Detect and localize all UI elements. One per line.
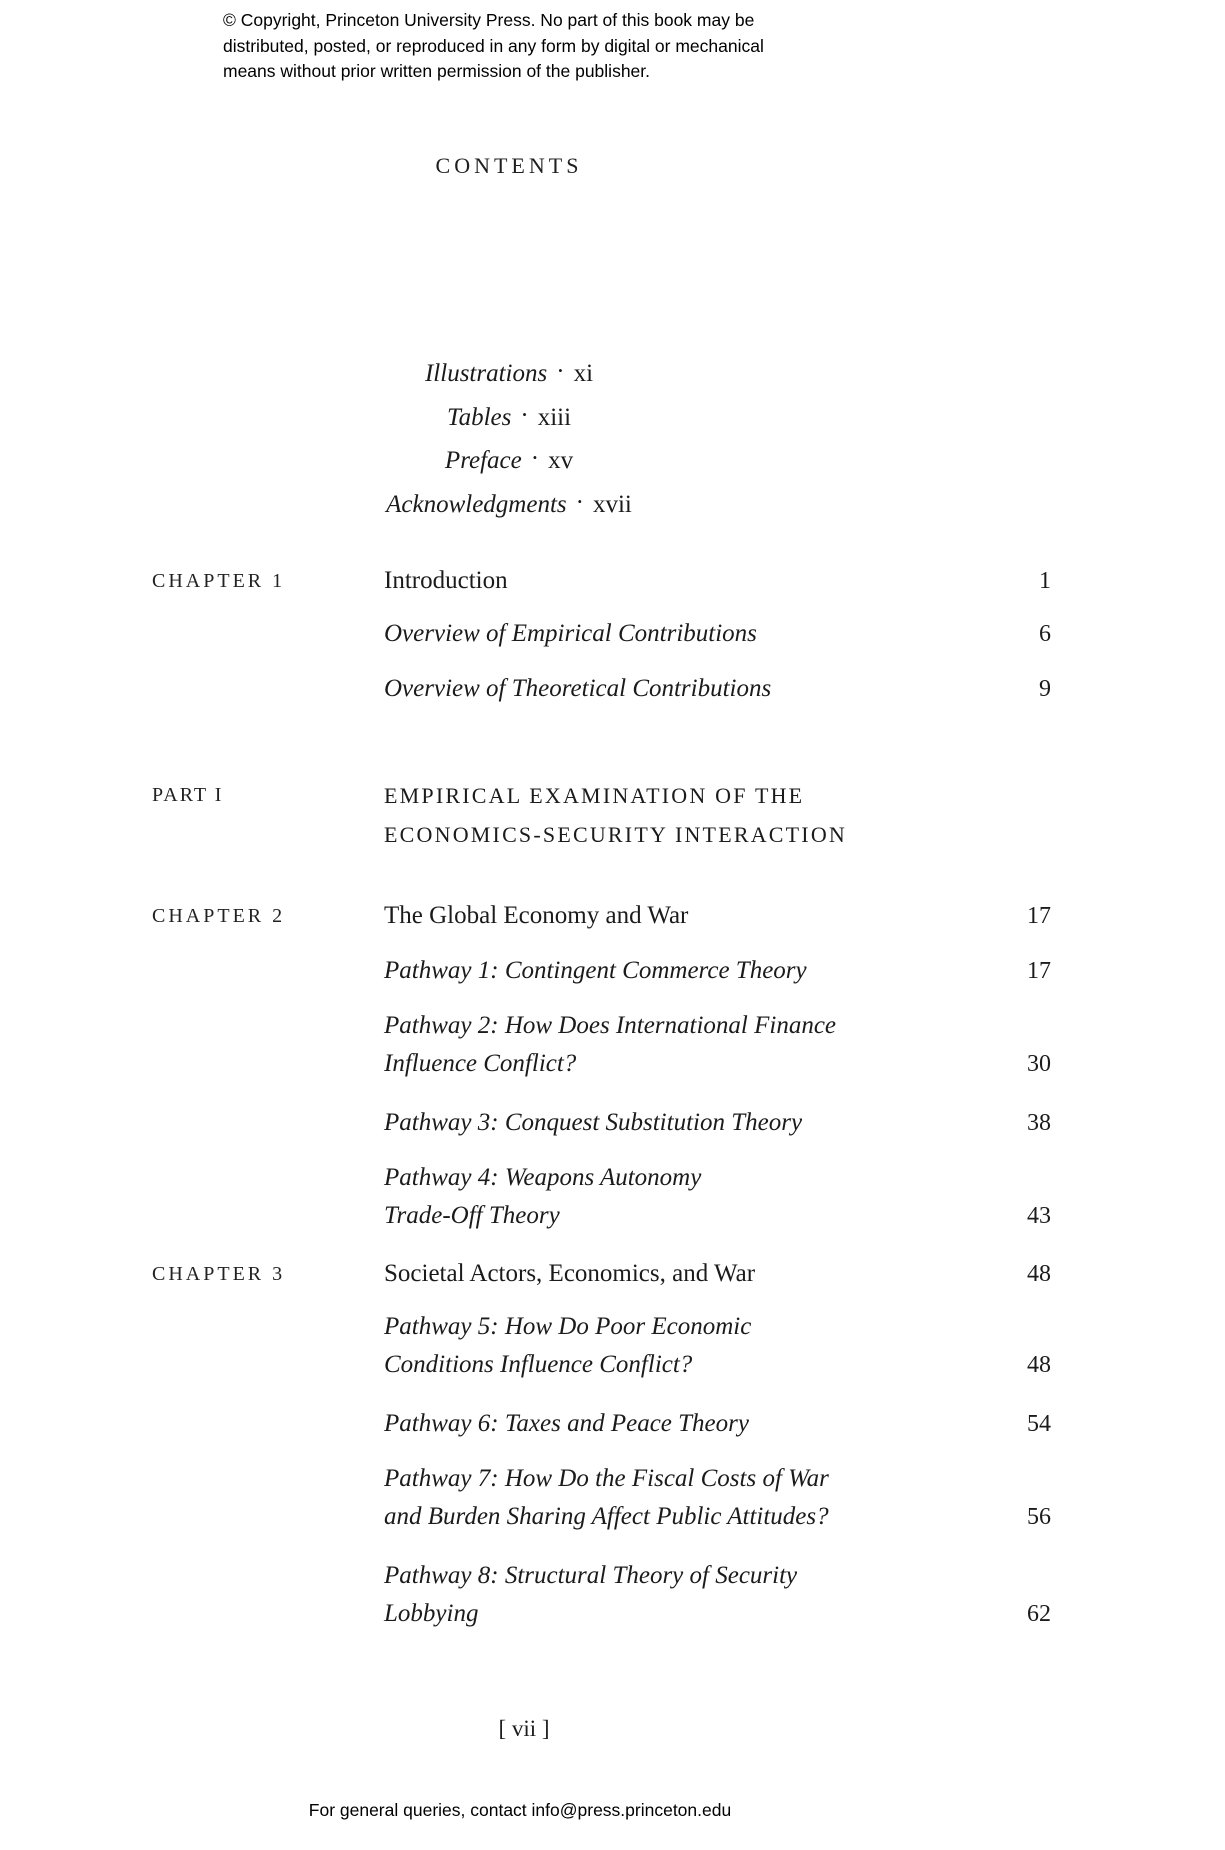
toc-row-section [152,615,1051,653]
toc-row-section [152,1557,1051,1633]
page-number: 17 [1027,903,1051,929]
section-title: Pathway 3: Conquest Substitution Theory [384,1109,803,1136]
front-matter-page: xv [548,447,574,474]
copyright-notice [223,8,883,85]
page-number: 62 [1027,1601,1051,1627]
front-matter-label: Tables [446,403,512,431]
toc-row-section [152,1405,1051,1443]
page-number: 30 [1027,1051,1051,1077]
toc-row-chapter-3 [152,1255,1051,1293]
chapter-label: CHAPTER 2 [152,905,286,927]
front-matter-item [0,352,1018,396]
page-number: 48 [1027,1352,1051,1378]
page-number: 43 [1027,1203,1051,1229]
front-matter-label: Acknowledgments [386,490,567,518]
copyright-line: © Copyright, Princeton University Press. No part of this book may be [223,10,755,30]
page-number: 9 [1039,676,1051,702]
front-matter-label: Preface [444,447,522,474]
chapter-title: Societal Actors, Economics, and War [384,1260,756,1287]
part-title: EMPIRICAL EXAMINATION OF THE ECONOMICS-SECURITY INTERACTION [384,783,848,847]
front-matter-page: xiii [537,403,572,431]
toc-row-chapter-1 [152,562,1051,600]
page-number: 1 [1039,568,1051,594]
section-title: Pathway 1: Contingent Commerce Theory [384,957,807,984]
page-number: 38 [1027,1110,1051,1136]
toc-row-section [152,1460,1051,1536]
copyright-line: distributed, posted, or reproduced in any form by digital or mechanical [223,35,764,56]
dot-separator: · [556,358,565,385]
section-title: Pathway 7: How Do the Fiscal Costs of War and Burden Sharing Affect Public Attitudes? [384,1465,829,1530]
section-title: Pathway 4: Weapons Autonomy Trade-Off Theory [384,1164,702,1229]
page-number: 56 [1027,1504,1051,1530]
chapter-label: CHAPTER 1 [152,570,286,592]
page-title: CONTENTS [435,153,583,178]
footer-contact-note: For general queries, contact info@press.princeton.edu [308,1800,732,1820]
front-matter-item [0,483,1018,527]
folio-page-marker: [ vii ] [498,1716,550,1741]
section-title: Overview of Empirical Contributions [384,620,757,647]
page-number: 48 [1027,1261,1051,1287]
chapter-title: Introduction [384,567,508,594]
front-matter-item [0,396,1018,440]
chapter-title: The Global Economy and War [384,902,689,929]
dot-separator: · [530,445,540,472]
page-number: 17 [1027,958,1051,984]
chapter-label: CHAPTER 3 [152,1263,286,1285]
toc-row-section [152,1159,1051,1235]
toc-row-section [152,952,1051,990]
front-matter-page: xvii [592,490,632,518]
page-number: 6 [1039,621,1051,647]
copyright-line: means without prior written permission of the publisher. [223,61,651,81]
dot-separator: · [575,488,584,516]
front-matter-page: xi [573,360,594,387]
section-title: Overview of Theoretical Contributions [384,675,772,702]
front-matter-item [0,439,1018,483]
section-title: Pathway 6: Taxes and Peace Theory [384,1410,749,1437]
page-number: 54 [1027,1411,1051,1437]
section-title: Pathway 2: How Does International Finance Influence Conflict? [384,1012,837,1077]
section-title: Pathway 5: How Do Poor Economic Conditions Influence Conflict? [384,1313,752,1378]
front-matter-list [0,352,1018,526]
dot-separator: · [520,401,529,429]
toc-row-chapter-2 [152,897,1051,935]
toc-row-part-1 [152,776,1051,854]
part-label: PART I [152,784,224,806]
toc-row-section [152,670,1051,708]
toc-row-section [152,1308,1051,1384]
table-of-contents [152,562,1051,1650]
toc-row-section [152,1104,1051,1142]
toc-row-section [152,1007,1051,1083]
front-matter-label: Illustrations [424,360,548,387]
section-title: Pathway 8: Structural Theory of Security Lobbying [384,1562,798,1627]
